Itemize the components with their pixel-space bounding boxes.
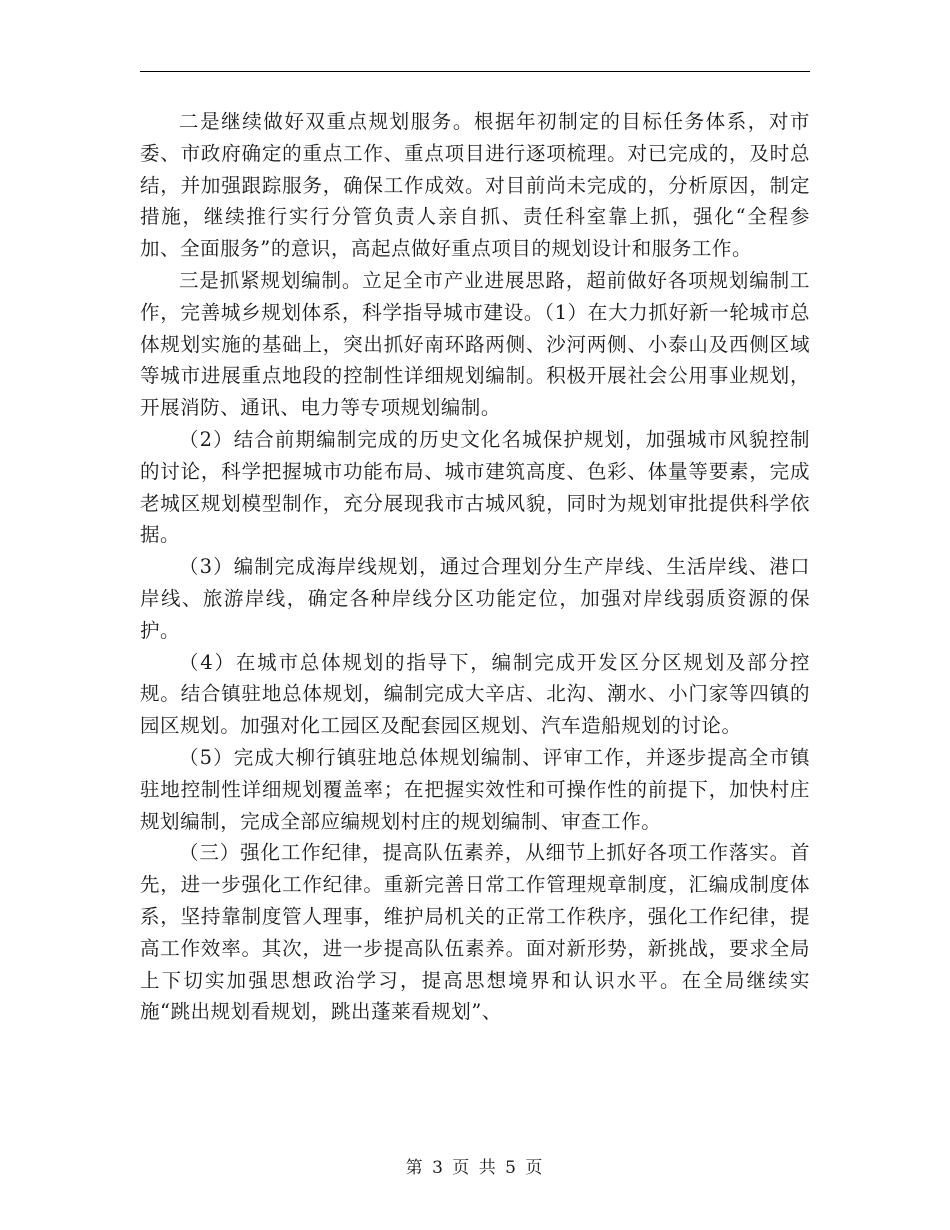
paragraph-4: （3）编制完成海岸线规划，通过合理划分生产岸线、生活岸线、港口岸线、旅游岸线，确定各种岸线分区功能定位，加强对岸线弱质资源的保护。 (140, 555, 810, 642)
paragraph-3: （2）结合前期编制完成的历史文化名城保护规划，加强城市风貌控制的讨论，科学把握城市功能布局、城市建筑高度、色彩、体量等要素，完成老城区规划模型制作，充分展现我市古城风貌，同时为规划审批提供科学依据。 (140, 427, 810, 547)
page-number-footer: 第 3 页 共 5 页 (405, 1158, 545, 1178)
paragraph-5: （4）在城市总体规划的指导下，编制完成开发区分区规划及部分控规。结合镇驻地总体规划，编制完成大辛店、北沟、潮水、小门家等四镇的园区规划。加强对化工园区及配套园区规划、汽车造船规划的讨论。 (140, 650, 810, 738)
paragraph-1: 二是继续做好双重点规划服务。根据年初制定的目标任务体系，对市委、市政府确定的重点工作、重点项目进行逐项梳理。对已完成的，及时总结，并加强跟踪服务，确保工作成效。对目前尚未完成的，分析原因，制定措施，继续推行实行分管负责人亲自抓、责任科室靠上抓，强化“全程参加、全面服务”的意识，高起点做好重点项目的规划设计和服务工作。 (140, 110, 810, 261)
header-rule (140, 71, 810, 72)
paragraph-7: （三）强化工作纪律，提高队伍素养，从细节上抓好各项工作落实。首先，进一步强化工作纪律。重新完善日常工作管理规章制度，汇编成制度体系，坚持靠制度管人理事，维护局机关的正常工作秩序，强化工作纪律，提高工作效率。其次，进一步提高队伍素养。面对新形势，新挑战，要求全局上下切实加强思想政治学习，提高思想境界和认识水平。在全局继续实施“跳出规划看规划，跳出蓬莱看规划”、 (140, 841, 810, 1024)
body-text (140, 106, 810, 1028)
paragraph-2: 三是抓紧规划编制。立足全市产业进展思路，超前做好各项规划编制工作，完善城乡规划体系，科学指导城市建设。（1）在大力抓好新一轮城市总体规划实施的基础上，突出抓好南环路两侧、沙河两侧、小泰山及西侧区域等城市进展重点地段的控制性详细规划编制。积极开展社会公用事业规划，开展消防、通讯、电力等专项规划编制。 (140, 268, 810, 420)
paragraph-6: （5）完成大柳行镇驻地总体规划编制、评审工作，并逐步提高全市镇驻地控制性详细规划覆盖率；在把握实效性和可操作性的前提下，加快村庄规划编制，完成全部应编规划村庄的规划编制、审查工作。 (140, 745, 810, 833)
